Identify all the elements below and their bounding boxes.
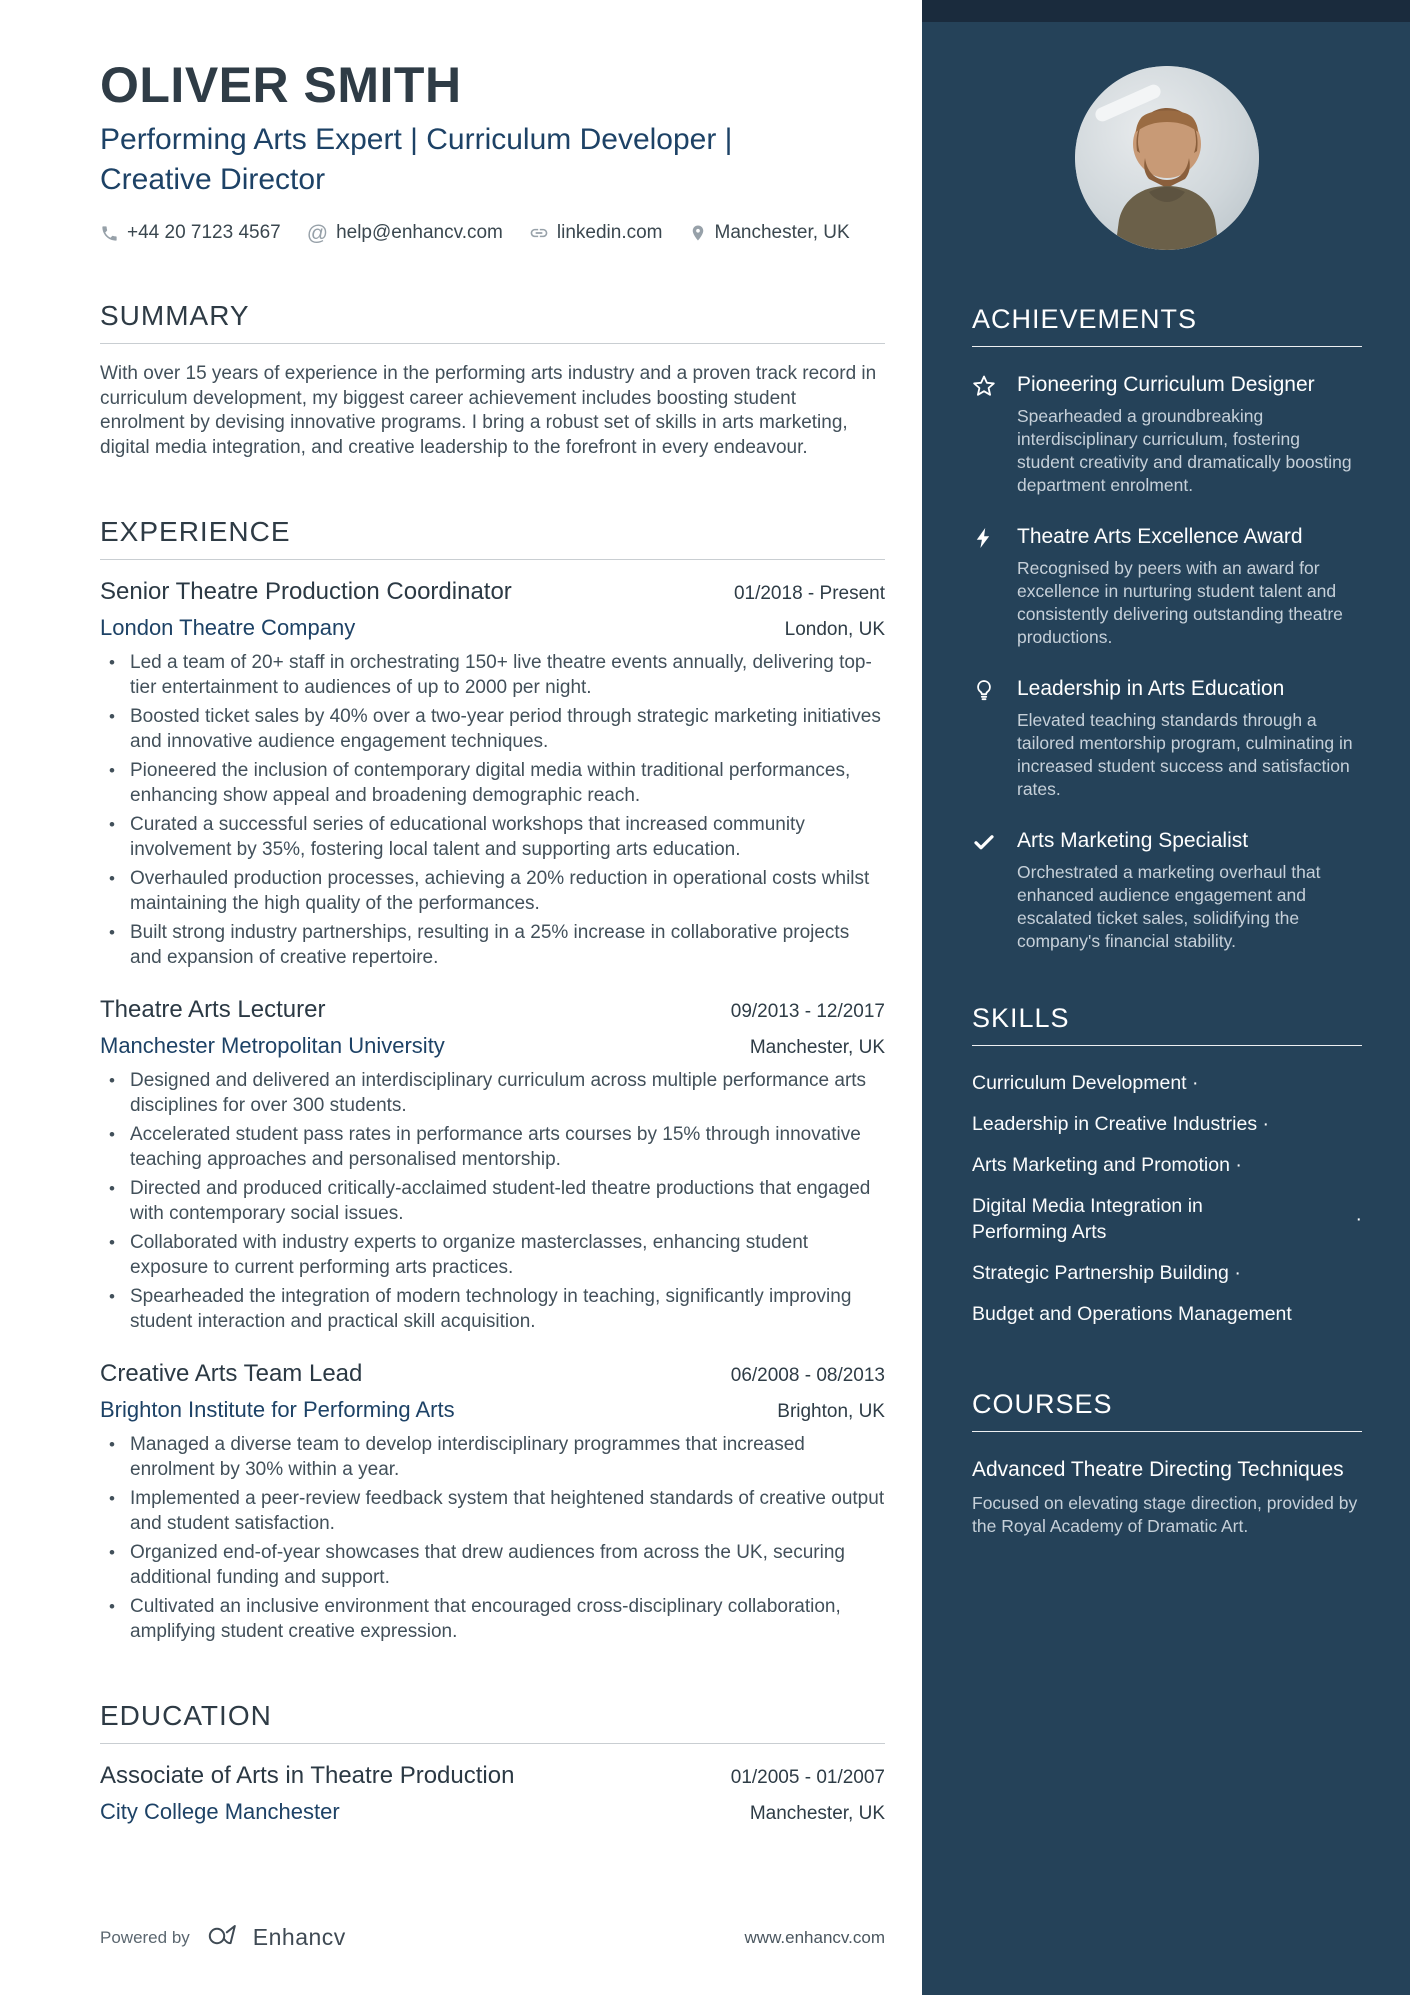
achievement-title: Leadership in Arts Education (1017, 677, 1285, 700)
contact-linkedin[interactable] (529, 222, 663, 244)
job-bullet: • Built strong industry partnerships, resulting in a 25% increase in collaborative projects and expansion of creative repertoire. (100, 921, 885, 970)
job-dates: 01/2018 - Present (733, 583, 885, 604)
job-bullet: • Managed a diverse team to develop interdisciplinary programmes that increased enrolment by 30% within a year. (100, 1433, 885, 1482)
contact-row (100, 222, 885, 244)
contact-location-text: Manchester, UK (714, 222, 850, 243)
person-name: OLIVER SMITH (100, 57, 462, 113)
at-icon: @ (306, 221, 329, 245)
skill-item (972, 1111, 1362, 1137)
section-summary (100, 300, 885, 460)
contact-phone-text: +44 20 7123 4567 (127, 222, 281, 243)
enhancv-brand (208, 1922, 346, 1953)
bolt-icon (972, 523, 1017, 649)
site-url[interactable]: www.enhancv.com (744, 1927, 885, 1947)
skill-item (972, 1070, 1362, 1096)
skill-separator: · (1192, 1072, 1199, 1094)
job-bullet: • Pioneered the inclusion of contemporary digital media within traditional performances, enhancing show appeal and broadening demographic reach. (100, 759, 885, 808)
achievement-description: Orchestrated a marketing overhaul that enhanced audience engagement and escalated ticket sales, solidifying the company's financial stability. (1017, 862, 1321, 951)
skills-heading: SKILLS (972, 1003, 1070, 1033)
contact-phone (100, 222, 281, 244)
sidebar-divider (972, 1431, 1362, 1432)
sidebar-divider (972, 1045, 1362, 1046)
skill-label: Arts Marketing and Promotion (972, 1154, 1230, 1176)
job-title: Creative Arts Team Lead (100, 1360, 363, 1387)
job-bullet: • Curated a successful series of educational workshops that increased community involvement by 35%, fostering local talent and supporting arts education. (100, 813, 885, 862)
resume-header (100, 58, 885, 244)
powered-by-label: Powered by (100, 1927, 190, 1947)
education-dates: 01/2005 - 01/2007 (730, 1767, 885, 1788)
experience-entry (100, 578, 885, 970)
lightbulb-icon (972, 675, 1017, 801)
job-bullet: • Implemented a peer-review feedback system that heightened standards of creative output and student satisfaction. (100, 1487, 885, 1536)
job-dates: 06/2008 - 08/2013 (730, 1365, 885, 1386)
job-company: Brighton Institute for Performing Arts (100, 1397, 455, 1422)
education-heading: EDUCATION (100, 1700, 272, 1731)
job-bullet: • Led a team of 20+ staff in orchestrating 150+ live theatre events annually, delivering top-tier entertainment to audiences of up to 2000 per night. (100, 651, 885, 700)
location-pin-icon (689, 224, 707, 242)
enhancv-logo-icon (208, 1922, 244, 1953)
section-courses (972, 1389, 1362, 1538)
contact-email[interactable] (307, 222, 503, 244)
experience-entry (100, 996, 885, 1334)
section-education (100, 1700, 885, 1825)
achievement-item (972, 675, 1362, 801)
courses-heading: COURSES (972, 1389, 1113, 1419)
job-bullet-list (100, 1433, 885, 1644)
course-title: Advanced Theatre Directing Techniques (972, 1458, 1344, 1481)
job-dates: 09/2013 - 12/2017 (730, 1001, 885, 1022)
section-divider (100, 559, 885, 560)
education-degree: Associate of Arts in Theatre Production (100, 1762, 515, 1789)
contact-location (689, 222, 850, 244)
footer (100, 1922, 885, 1953)
checkmark-icon (972, 827, 1017, 953)
job-bullet: • Overhauled production processes, achieving a 20% reduction in operational costs whilst maintaining the high quality of the performances. (100, 867, 885, 916)
section-divider (100, 343, 885, 344)
star-icon (972, 371, 1017, 497)
skill-separator: · (1262, 1113, 1269, 1135)
contact-linkedin-text: linkedin.com (556, 222, 663, 243)
job-bullet: • Organized end-of-year showcases that drew audiences from across the UK, securing additional funding and support. (100, 1541, 885, 1590)
enhancv-wordmark: Enhancv (252, 1924, 346, 1950)
sidebar-top-strip (922, 0, 1410, 22)
skill-label: Budget and Operations Management (972, 1303, 1292, 1325)
achievement-item (972, 827, 1362, 953)
phone-icon (100, 224, 119, 243)
sidebar-divider (972, 346, 1362, 347)
skill-item (972, 1260, 1362, 1286)
skill-item (972, 1301, 1362, 1327)
section-experience (100, 516, 885, 1644)
job-title: Senior Theatre Production Coordinator (100, 578, 512, 605)
education-location: Manchester, UK (749, 1803, 885, 1824)
job-bullet: • Cultivated an inclusive environment that encouraged cross-disciplinary collaboration, amplifying student creative expression. (100, 1595, 885, 1644)
achievement-description: Spearheaded a groundbreaking interdisciplinary curriculum, fostering student creativity and dramatically boosting department enrolment. (1017, 406, 1352, 495)
sidebar (922, 0, 1410, 1995)
skill-separator: · (1355, 1208, 1362, 1230)
contact-email-text: help@enhancv.com (336, 222, 503, 243)
job-title: Theatre Arts Lecturer (100, 996, 326, 1023)
skill-separator: · (1234, 1262, 1241, 1284)
section-skills (972, 1003, 1362, 1327)
summary-text: With over 15 years of experience in the performing arts industry and a proven track record in curriculum development, my biggest career achievement includes boosting student enrolment by devising innovative programs. I bring a robust set of skills in arts marketing, digital media integration, and creative leadership to the forefront in every endeavour. (100, 363, 877, 458)
achievements-heading: ACHIEVEMENTS (972, 304, 1198, 334)
course-description: Focused on elevating stage direction, provided by the Royal Academy of Dramatic Art. (972, 1493, 1358, 1536)
achievement-title: Theatre Arts Excellence Award (1017, 525, 1303, 548)
section-divider (100, 1743, 885, 1744)
skill-item (972, 1193, 1362, 1245)
job-bullet: • Directed and produced critically-acclaimed student-led theatre productions that engaged with contemporary social issues. (100, 1177, 885, 1226)
main-column (100, 0, 885, 1825)
job-bullet: • Accelerated student pass rates in performance arts courses by 15% through innovative teaching approaches and personalised mentorship. (100, 1123, 885, 1172)
job-bullet-list (100, 651, 885, 970)
job-location: Manchester, UK (749, 1037, 885, 1058)
summary-heading: SUMMARY (100, 300, 250, 331)
skill-label: Strategic Partnership Building (972, 1262, 1229, 1284)
job-bullet: • Spearheaded the integration of modern technology in teaching, significantly improving student interaction and practical skill acquisition. (100, 1285, 885, 1334)
skill-separator: · (1235, 1154, 1242, 1176)
course-item (972, 1456, 1362, 1538)
achievement-title: Pioneering Curriculum Designer (1017, 373, 1315, 396)
job-bullet: • Boosted ticket sales by 40% over a two-year period through strategic marketing initiatives and innovative audience engagement techniques. (100, 705, 885, 754)
job-bullet: • Collaborated with industry experts to organize masterclasses, enhancing student exposure to current performing arts practices. (100, 1231, 885, 1280)
job-location: London, UK (784, 619, 885, 640)
experience-heading: EXPERIENCE (100, 516, 291, 547)
achievement-description: Recognised by peers with an award for excellence in nurturing student talent and consistently delivering outstanding theatre productions. (1017, 558, 1343, 647)
profile-photo (1075, 66, 1259, 250)
person-headline: Performing Arts Expert | Curriculum Developer | Creative Director (100, 123, 733, 196)
section-achievements (972, 304, 1362, 953)
job-company: London Theatre Company (100, 615, 356, 640)
achievement-item (972, 371, 1362, 497)
achievement-description: Elevated teaching standards through a tailored mentorship program, culminating in increased student success and satisfaction rates. (1017, 710, 1353, 799)
powered-by (100, 1922, 346, 1953)
achievement-item (972, 523, 1362, 649)
experience-entry (100, 1360, 885, 1644)
job-company: Manchester Metropolitan University (100, 1033, 445, 1058)
education-school: City College Manchester (100, 1799, 340, 1824)
link-icon (529, 223, 549, 243)
job-bullet: • Designed and delivered an interdisciplinary curriculum across multiple performance arts disciplines for over 300 students. (100, 1069, 885, 1118)
skill-label: Curriculum Development (972, 1072, 1187, 1094)
achievement-title: Arts Marketing Specialist (1017, 829, 1249, 852)
skill-label: Leadership in Creative Industries (972, 1113, 1258, 1135)
skill-label: Digital Media Integration in Performing Arts (972, 1195, 1203, 1243)
job-location: Brighton, UK (777, 1401, 885, 1422)
job-bullet-list (100, 1069, 885, 1334)
skill-item (972, 1152, 1362, 1178)
